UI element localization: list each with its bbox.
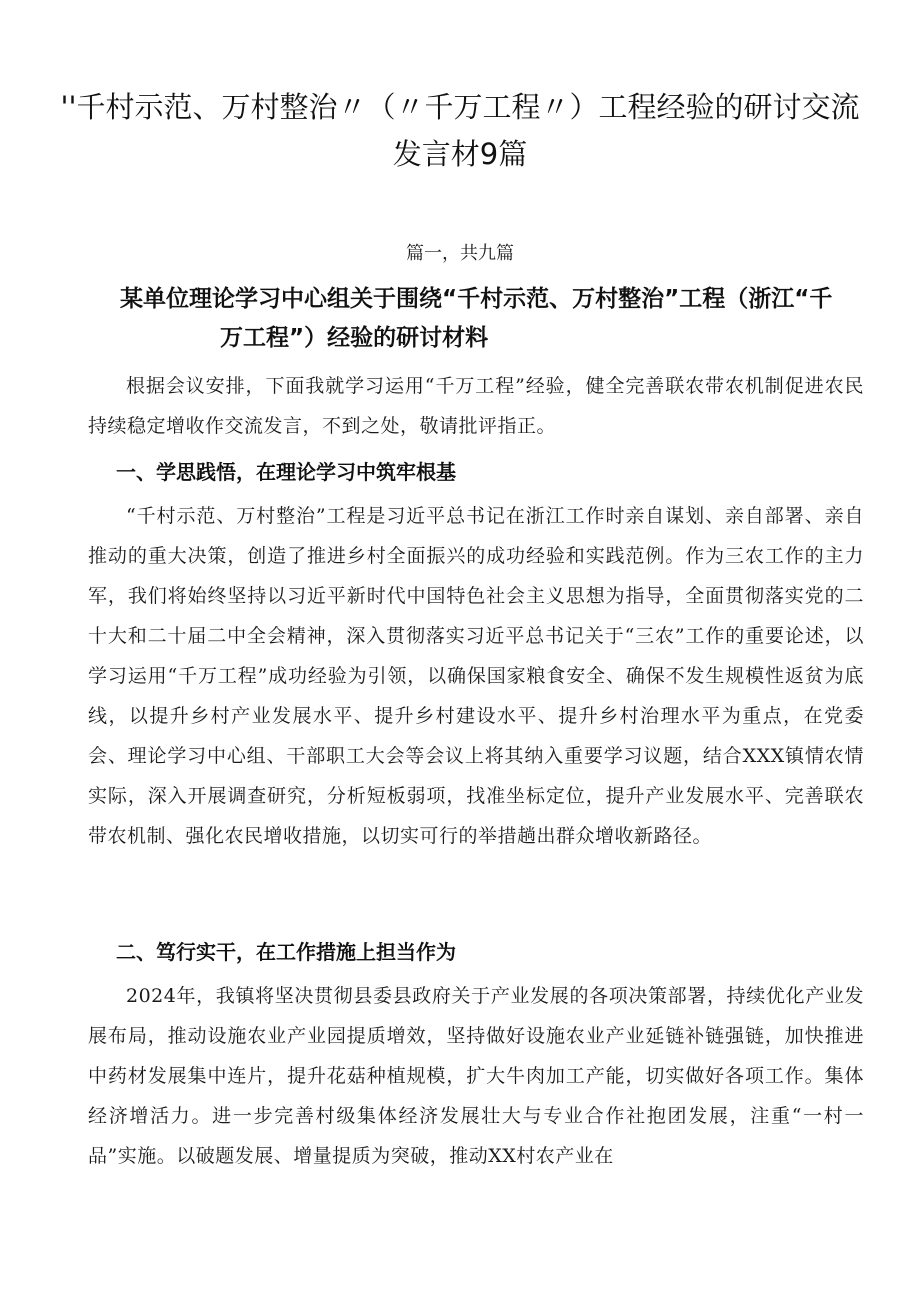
article-title-line-2: 万工程”）经验的研讨材料 <box>220 325 489 351</box>
series-label: 篇一，共九篇 <box>406 243 514 264</box>
section-2-paragraph: 2024年，我镇将坚决贯彻县委县政府关于产业发展的各项决策部署，持续优化产业发展布局，推动设施农业产业园提质增效，坚持做好设施农业产业延链补链强链，加快推进中药材发展集中连片，提升花菇种植规模，扩大牛肉加工产能，切实做好各项工作。集体经济增活力。进一步完善村级集体经济发展壮大与专业合作社抱团发展，注重“一村一品”实施。以破题发展、增量提质为突破，推动XX村农产业在 <box>88 985 864 1167</box>
section-2-heading: 二、笃行实干，在工作措施上担当作为 <box>116 940 456 964</box>
section-1-heading: 一、学思践悟，在理论学习中筑牢根基 <box>116 460 456 484</box>
article-title-line-1: 某单位理论学习中心组关于围绕“千村示范、万村整治”工程（浙江“千 <box>120 286 833 312</box>
section-1-paragraph: “千村示范、万村整治”工程是习近平总书记在浙江工作时亲自谋划、亲自部署、亲自推动的重大决策，创造了推进乡村全面振兴的成功经验和实践范例。作为三农工作的主力军，我们将始终坚持以习近平新时代中国特色社会主义思想为指导，全面贯彻落实党的二十大和二十届二中全会精神，深入贯彻落实习近平总书记关于“三农”工作的重要论述，以学习运用“千万工程”成功经验为引领，以确保国家粮食安全、确保不发生规模性返贫为底线，以提升乡村产业发展水平、提升乡村建设水平、提升乡村治理水平为重点，在党委会、理论学习中心组、干部职工大会等会议上将其纳入重要学习议题，结合XXX镇情农情实际，深入开展调查研究，分析短板弱项，找准坐标定位，提升产业发展水平、完善联农带农机制、强化农民增收措施，以切实可行的举措趟出群众增收新路径。 <box>88 505 864 847</box>
intro-paragraph: 根据会议安排，下面我就学习运用“千万工程”经验，健全完善联农带农机制促进农民持续稳定增收作交流发言，不到之处，敬请批评指正。 <box>88 375 864 437</box>
article-title <box>120 280 880 358</box>
document-title: ''千村示范、万村整治〃（〃千万工程〃）工程经验的研讨交流发言材9篇 <box>60 90 860 171</box>
